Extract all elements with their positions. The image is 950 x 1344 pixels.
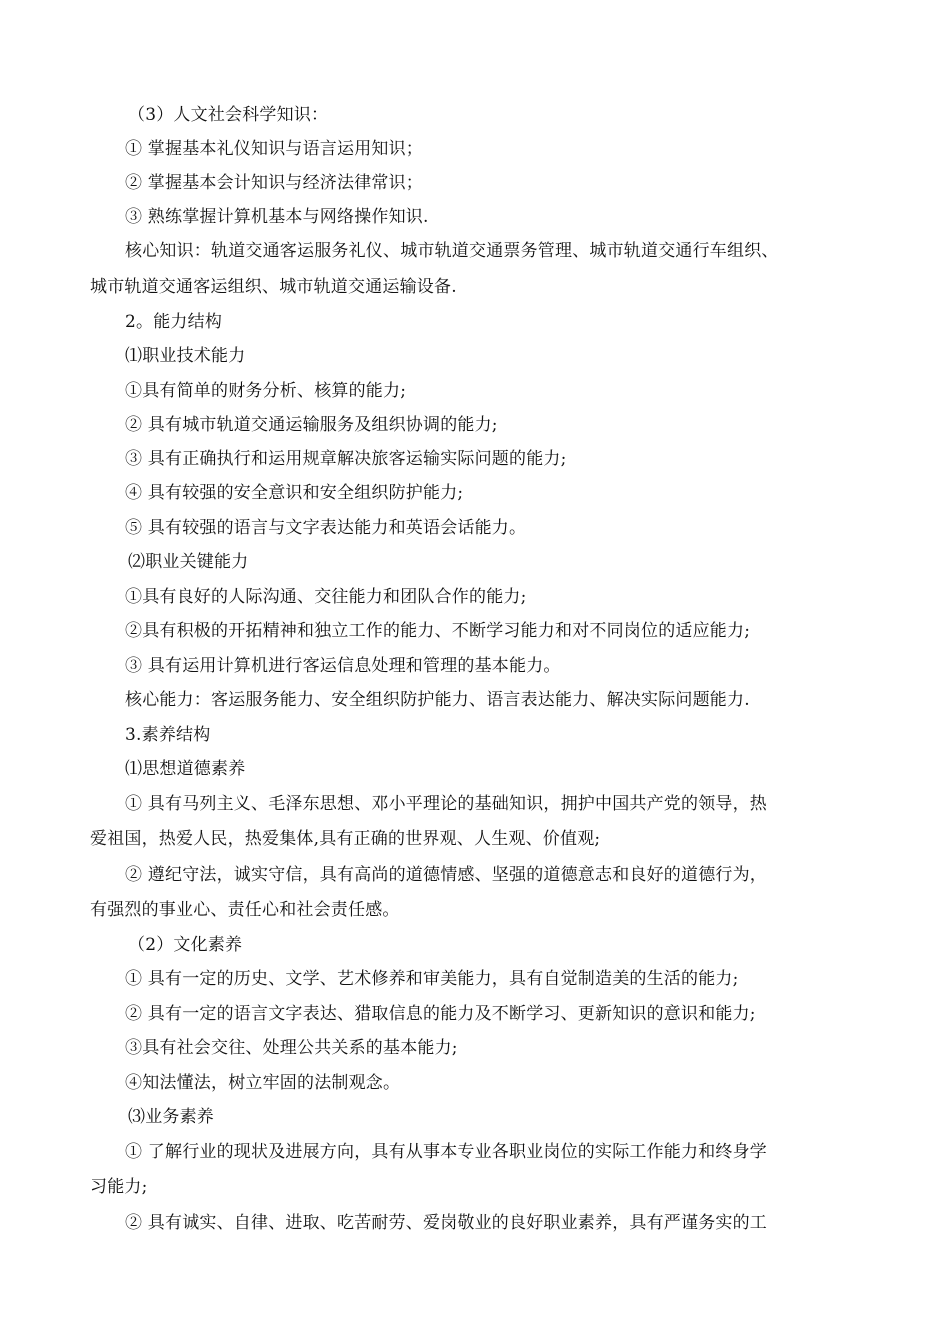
list-item: ① 具有马列主义、毛泽东思想、邓小平理论的基础知识，拥护中国共产党的领导，热 (125, 794, 768, 814)
list-item: ① 掌握基本礼仪知识与语言运用知识； (125, 139, 424, 159)
list-item: ①具有良好的人际沟通、交往能力和团队合作的能力; (125, 587, 527, 607)
list-item: ③ 具有运用计算机进行客运信息处理和管理的基本能力。 (125, 656, 561, 676)
list-item-cont: 有强烈的事业心、责任心和社会责任感。 (90, 900, 400, 920)
list-item: ②具有积极的开拓精神和独立工作的能力、不断学习能力和对不同岗位的适应能力; (125, 621, 751, 641)
subheading-humanities-knowledge: （3）人文社会科学知识： (128, 105, 329, 125)
list-item: ② 具有城市轨道交通运输服务及组织协调的能力; (125, 415, 498, 435)
list-item: ② 掌握基本会计知识与经济法律常识； (125, 173, 424, 193)
list-item: ① 具有一定的历史、文学、艺术修养和审美能力，具有自觉制造美的生活的能力; (125, 969, 739, 989)
list-item: ② 具有一定的语言文字表达、猎取信息的能力及不断学习、更新知识的意识和能力; (125, 1004, 756, 1024)
subheading-business-quality: ⑶业务素养 (128, 1107, 214, 1127)
subheading-professional-technical-ability: ⑴职业技术能力 (125, 346, 246, 366)
core-knowledge-paragraph-cont: 城市轨道交通客运组织、城市轨道交通运输设备. (90, 277, 457, 297)
core-ability-paragraph: 核心能力：客运服务能力、安全组织防护能力、语言表达能力、解决实际问题能力. (125, 690, 750, 710)
list-item: ③ 熟练掌握计算机基本与网络操作知识. (125, 207, 429, 227)
list-item: ② 遵纪守法，诚实守信，具有高尚的道德情感、坚强的道德意志和良好的道德行为， (125, 865, 768, 885)
list-item: ① 了解行业的现状及进展方向，具有从事本专业各职业岗位的实际工作能力和终身学 (125, 1142, 768, 1162)
list-item: ② 具有诚实、自律、进取、吃苦耐劳、爱岗敬业的良好职业素养，具有严谨务实的工 (125, 1213, 768, 1233)
list-item: ④ 具有较强的安全意识和安全组织防护能力; (125, 483, 464, 503)
list-item-cont: 爱祖国，热爱人民，热爱集体,具有正确的世界观、人生观、价值观; (90, 829, 601, 849)
list-item-cont: 习能力; (90, 1177, 148, 1197)
list-item: ③具有社会交往、处理公共关系的基本能力; (125, 1038, 458, 1058)
list-item: ①具有简单的财务分析、核算的能力; (125, 381, 407, 401)
list-item: ③ 具有正确执行和运用规章解决旅客运输实际问题的能力; (125, 449, 567, 469)
subheading-moral-quality: ⑴思想道德素养 (125, 759, 246, 779)
core-knowledge-paragraph: 核心知识：轨道交通客运服务礼仪、城市轨道交通票务管理、城市轨道交通行车组织、 (125, 241, 779, 261)
section-heading-ability-structure: 2。能力结构 (125, 312, 223, 332)
section-heading-quality-structure: 3.素养结构 (125, 725, 211, 745)
subheading-cultural-quality: （2）文化素养 (128, 935, 243, 955)
subheading-professional-key-ability: ⑵职业关键能力 (128, 552, 249, 572)
list-item: ④知法懂法，树立牢固的法制观念。 (125, 1073, 401, 1093)
list-item: ⑤ 具有较强的语言与文字表达能力和英语会话能力。 (125, 518, 527, 538)
